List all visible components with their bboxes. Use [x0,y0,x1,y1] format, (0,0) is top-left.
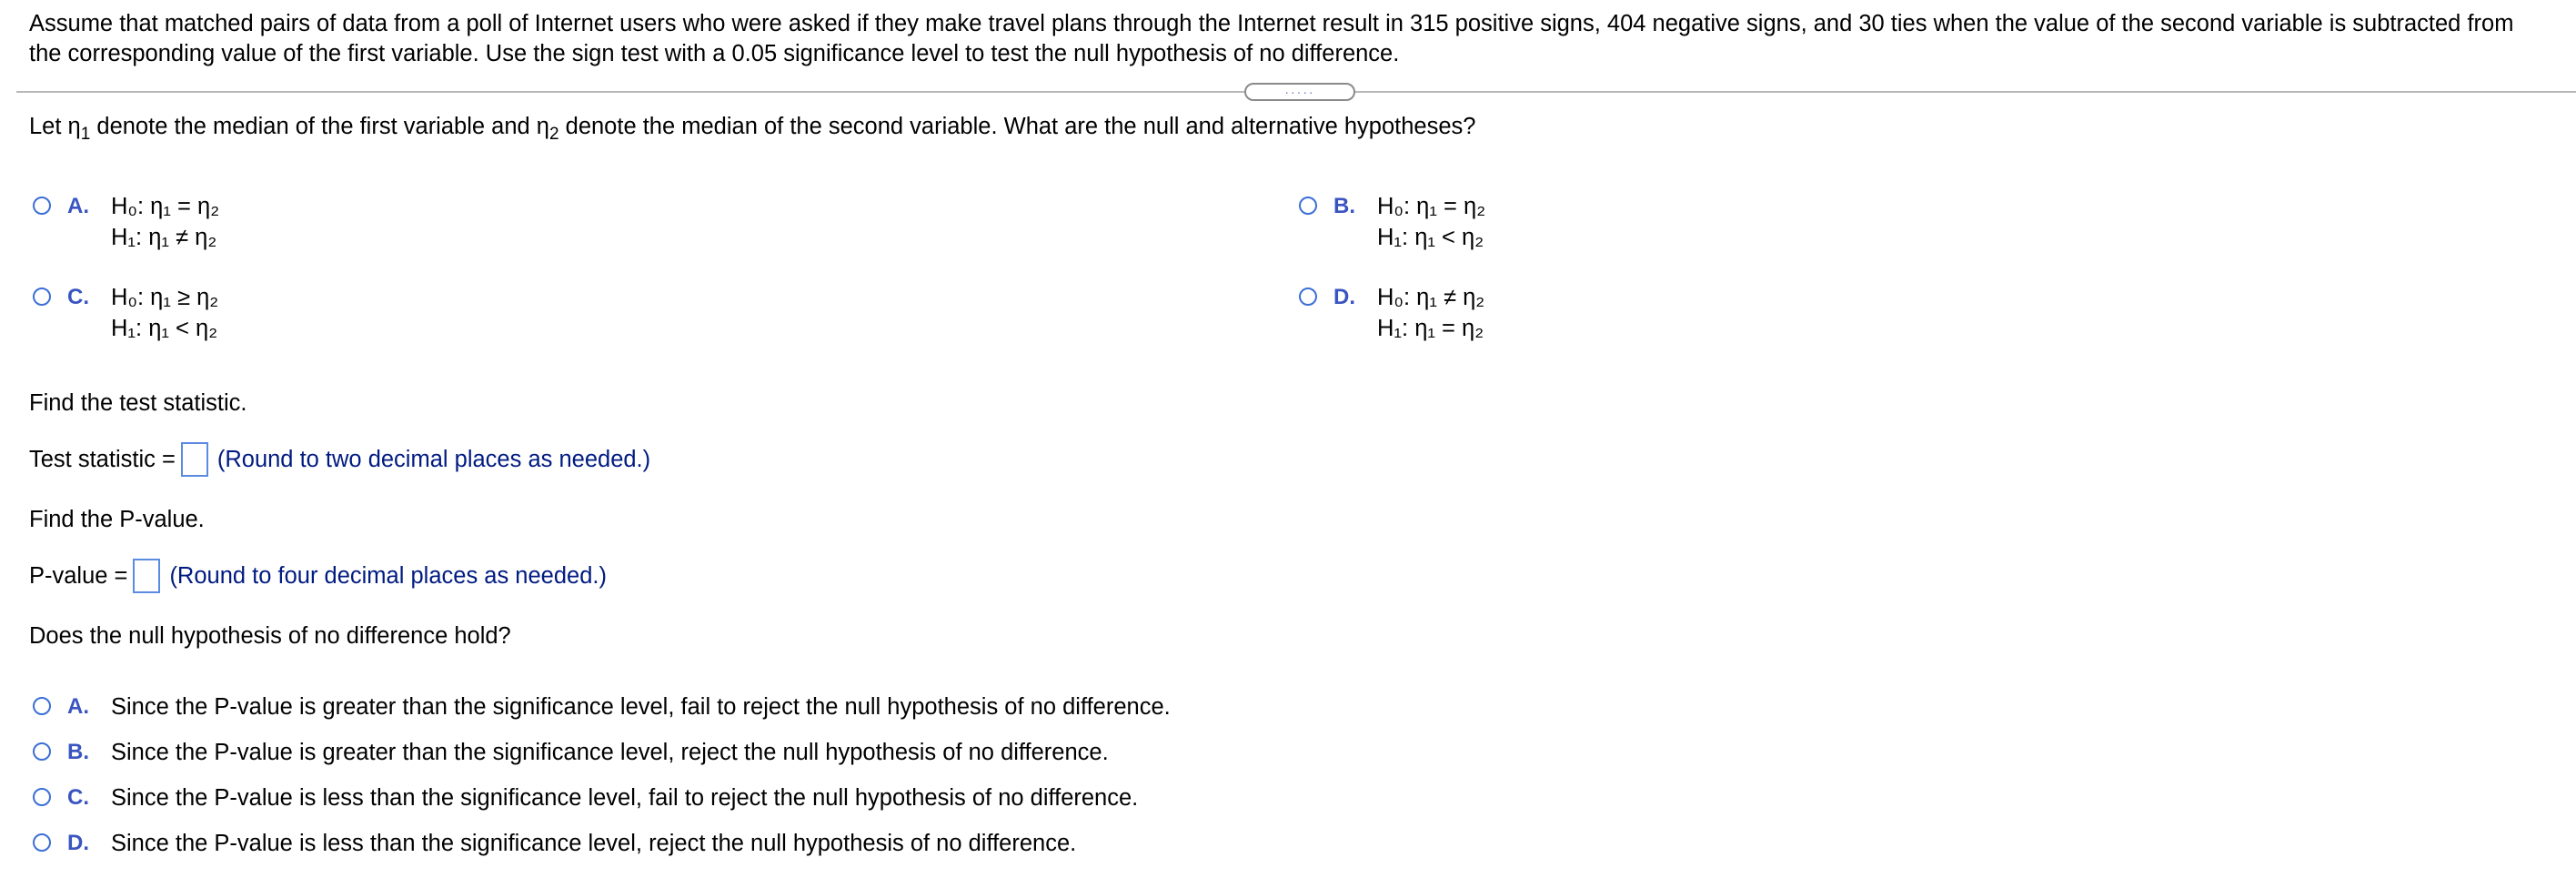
hypotheses-question [29,111,1475,142]
radio-button[interactable] [1299,197,1317,215]
p-value-label: P-value = [29,563,128,589]
radio-button[interactable] [33,288,51,306]
radio-button[interactable] [33,788,51,806]
conclusion-option-d[interactable] [33,828,1076,859]
option-letter: A. [67,694,89,719]
problem-statement [29,9,2567,69]
p-value-input[interactable] [133,559,160,593]
radio-button[interactable] [33,697,51,715]
subscript-1: 1 [80,125,91,144]
conclusion-option-a[interactable] [33,691,1171,722]
test-statistic-input[interactable] [181,442,208,477]
p-value-row [29,559,607,593]
radio-button[interactable] [1299,288,1317,306]
conclusion-option-b[interactable] [33,737,1109,768]
conclusion-option-c[interactable] [33,782,1138,813]
option-hypotheses [1377,191,1485,253]
alternative-hypothesis: H₁: η₁ = η₂ [1377,316,1484,341]
test-statistic-hint: (Round to two decimal places as needed.) [216,447,651,472]
option-text: Since the P-value is less than the significance level, fail to reject the null hypothesis of no difference. [111,785,1139,811]
alternative-hypothesis: H₁: η₁ ≠ η₂ [111,225,217,250]
option-letter: B. [1333,194,1355,218]
question-text-mid: denote the median of the first variable and η [90,114,549,139]
question-text-rest: denote the median of the second variable. What are the null and alternative hypotheses? [558,114,1476,139]
subscript-2: 2 [548,125,559,144]
null-hypothesis: H₀: η₁ ≠ η₂ [1377,285,1485,310]
problem-line-1: Assume that matched pairs of data from a poll of Internet users who were asked if they make travel plans through the Internet result in 315 positive signs, 404 negative signs, and 30 ties when the value of the second variable is subtracted from [29,11,2514,36]
null-hypothesis: H₀: η₁ = η₂ [111,194,220,219]
option-text: Since the P-value is greater than the significance level, fail to reject the null hypothesis of no difference. [111,694,1171,720]
option-hypotheses [111,191,219,253]
option-hypotheses [1377,282,1484,344]
option-letter: D. [1333,285,1355,309]
expand-button[interactable]: ····· [1244,83,1355,101]
option-letter: C. [67,785,89,810]
question-text-let: Let η [29,114,81,139]
test-statistic-label: Test statistic = [29,447,176,472]
radio-button[interactable] [33,833,51,852]
problem-line-2: the corresponding value of the first variable. Use the sign test with a 0.05 significance level to test the null hypothesis of no difference. [29,41,1400,66]
null-hypothesis: H₀: η₁ ≥ η₂ [111,285,219,310]
alternative-hypothesis: H₁: η₁ < η₂ [1377,225,1484,250]
alternative-hypothesis: H₁: η₁ < η₂ [111,316,218,341]
p-value-prompt: Find the P-value. [29,507,205,532]
p-value-hint: (Round to four decimal places as needed.) [169,563,607,589]
test-statistic-row [29,442,650,477]
null-hypothesis: H₀: η₁ = η₂ [1377,194,1486,219]
option-text: Since the P-value is less than the significance level, reject the null hypothesis of no difference. [111,831,1077,856]
option-text: Since the P-value is greater than the significance level, reject the null hypothesis of no difference. [111,740,1109,765]
hypothesis-option-a[interactable] [33,191,219,253]
hypothesis-option-d[interactable] [1299,282,1484,344]
hypothesis-option-c[interactable] [33,282,218,344]
option-letter: D. [67,831,89,855]
option-letter: B. [67,740,89,764]
option-letter: A. [67,194,89,218]
hypothesis-option-b[interactable] [1299,191,1485,253]
conclusion-prompt: Does the null hypothesis of no difference hold? [29,623,511,649]
option-hypotheses [111,282,218,344]
radio-button[interactable] [33,197,51,215]
test-statistic-prompt: Find the test statistic. [29,390,247,416]
radio-button[interactable] [33,742,51,761]
option-letter: C. [67,285,89,309]
